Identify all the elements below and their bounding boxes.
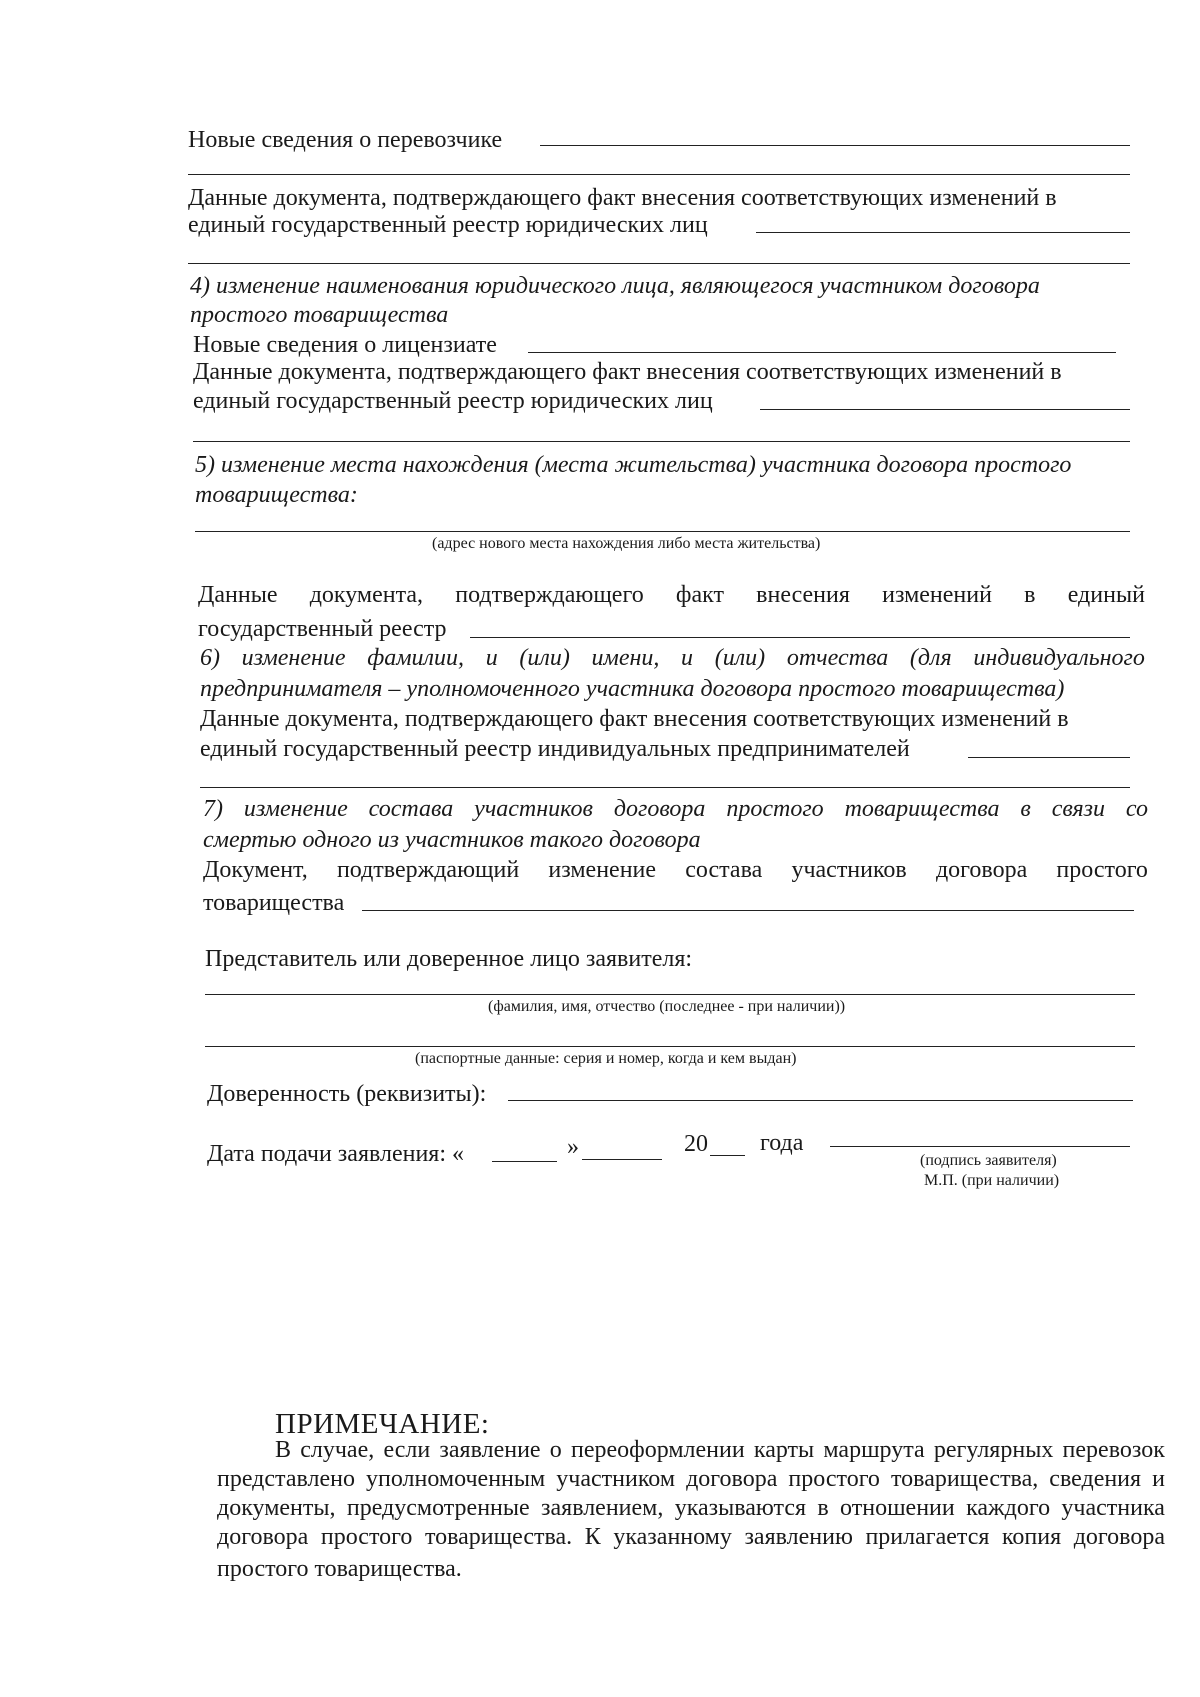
- representative-passport-field[interactable]: [205, 1046, 1135, 1047]
- power-of-attorney-field[interactable]: [508, 1100, 1133, 1101]
- egrul-label-1: единый государственный реестр юридических лиц: [188, 212, 708, 238]
- date-day-field[interactable]: [492, 1161, 557, 1162]
- state-registry-label: государственный реестр: [198, 616, 447, 642]
- new-address-field[interactable]: [195, 531, 1130, 532]
- item4-heading-cont: простого товарищества: [190, 302, 449, 328]
- representative-name-caption: (фамилия, имя, отчество (последнее - при наличии)): [488, 998, 846, 1015]
- note-line-5: простого товарищества.: [217, 1556, 462, 1582]
- state-registry-field[interactable]: [470, 637, 1130, 638]
- representative-name-field[interactable]: [205, 994, 1135, 995]
- doc-data-label-1: Данные документа, подтверждающего факт внесения соответствующих изменений в: [188, 185, 1057, 211]
- doc-data-justified-line: Данные документа, подтверждающего факт внесения изменений в единый: [198, 582, 1145, 608]
- egrip-field-cont[interactable]: [200, 787, 1130, 788]
- representative-label: Представитель или доверенное лицо заявителя:: [205, 946, 693, 972]
- item6-heading: 6) изменение фамилии, и (или) имени, и (или) отчества (для индивидуального: [200, 645, 1145, 671]
- doc7-field[interactable]: [362, 910, 1134, 911]
- note-line-2: представлено уполномоченным участником договора простого товарищества, сведения и: [217, 1466, 1165, 1492]
- item5-heading-cont: товарищества:: [195, 482, 358, 508]
- item7-heading: 7) изменение состава участников договора простого товарищества в связи со: [203, 796, 1148, 822]
- carrier-new-info-field-cont[interactable]: [188, 174, 1130, 175]
- doc7-justified-line: Документ, подтверждающий изменение состава участников договора простого: [203, 857, 1148, 883]
- signature-field[interactable]: [830, 1146, 1130, 1147]
- note-title: ПРИМЕЧАНИЕ:: [275, 1408, 490, 1440]
- note-line-1: В случае, если заявление о переоформлении карты маршрута регулярных перевозок: [275, 1437, 1165, 1463]
- item5-heading: 5) изменение места нахождения (места жительства) участника договора простого: [195, 452, 1072, 478]
- licensee-new-info-field[interactable]: [528, 352, 1116, 353]
- egrul-label-2: единый государственный реестр юридических лиц: [193, 388, 713, 414]
- carrier-new-info-label: Новые сведения о перевозчике: [188, 127, 503, 153]
- date-label: Дата подачи заявления: «: [207, 1141, 465, 1167]
- egrul-field-2-cont[interactable]: [193, 441, 1130, 442]
- item7-heading-cont: смертью одного из участников такого договора: [203, 827, 701, 853]
- licensee-new-info-label: Новые сведения о лицензиате: [193, 332, 497, 358]
- date-month-field[interactable]: [582, 1159, 662, 1160]
- signature-caption: (подпись заявителя): [920, 1152, 1057, 1169]
- item4-heading: 4) изменение наименования юридического лица, являющегося участником договора: [190, 273, 1040, 299]
- item6-heading-cont: предпринимателя – уполномоченного участника договора простого товарищества): [200, 676, 1065, 702]
- note-line-4: договора простого товарищества. К указанному заявлению прилагается копия договора: [217, 1524, 1165, 1550]
- egrul-field-1[interactable]: [756, 232, 1130, 233]
- representative-passport-caption: (паспортные данные: серия и номер, когда и кем выдан): [415, 1050, 797, 1067]
- doc-data-label-2: Данные документа, подтверждающего факт внесения соответствующих изменений в: [193, 359, 1062, 385]
- new-address-caption: (адрес нового места нахождения либо места жительства): [432, 535, 821, 552]
- egrip-label: единый государственный реестр индивидуальных предпринимателей: [200, 736, 910, 762]
- date-year-suffix: года: [760, 1130, 804, 1156]
- date-year-field[interactable]: [710, 1155, 745, 1156]
- date-year-prefix: 20: [684, 1131, 708, 1157]
- egrul-field-2[interactable]: [760, 409, 1130, 410]
- egrip-field[interactable]: [968, 757, 1130, 758]
- note-line-3: документы, предусмотренные заявлением, указываются в отношении каждого участника: [217, 1495, 1165, 1521]
- power-of-attorney-label: Доверенность (реквизиты):: [207, 1081, 487, 1107]
- carrier-new-info-field[interactable]: [540, 145, 1130, 146]
- egrul-field-1-cont[interactable]: [188, 263, 1130, 264]
- date-quote-close: »: [567, 1134, 579, 1160]
- stamp-caption: М.П. (при наличии): [924, 1172, 1060, 1189]
- doc7-label-cont: товарищества: [203, 890, 345, 916]
- doc-data-label-4: Данные документа, подтверждающего факт внесения соответствующих изменений в: [200, 706, 1069, 732]
